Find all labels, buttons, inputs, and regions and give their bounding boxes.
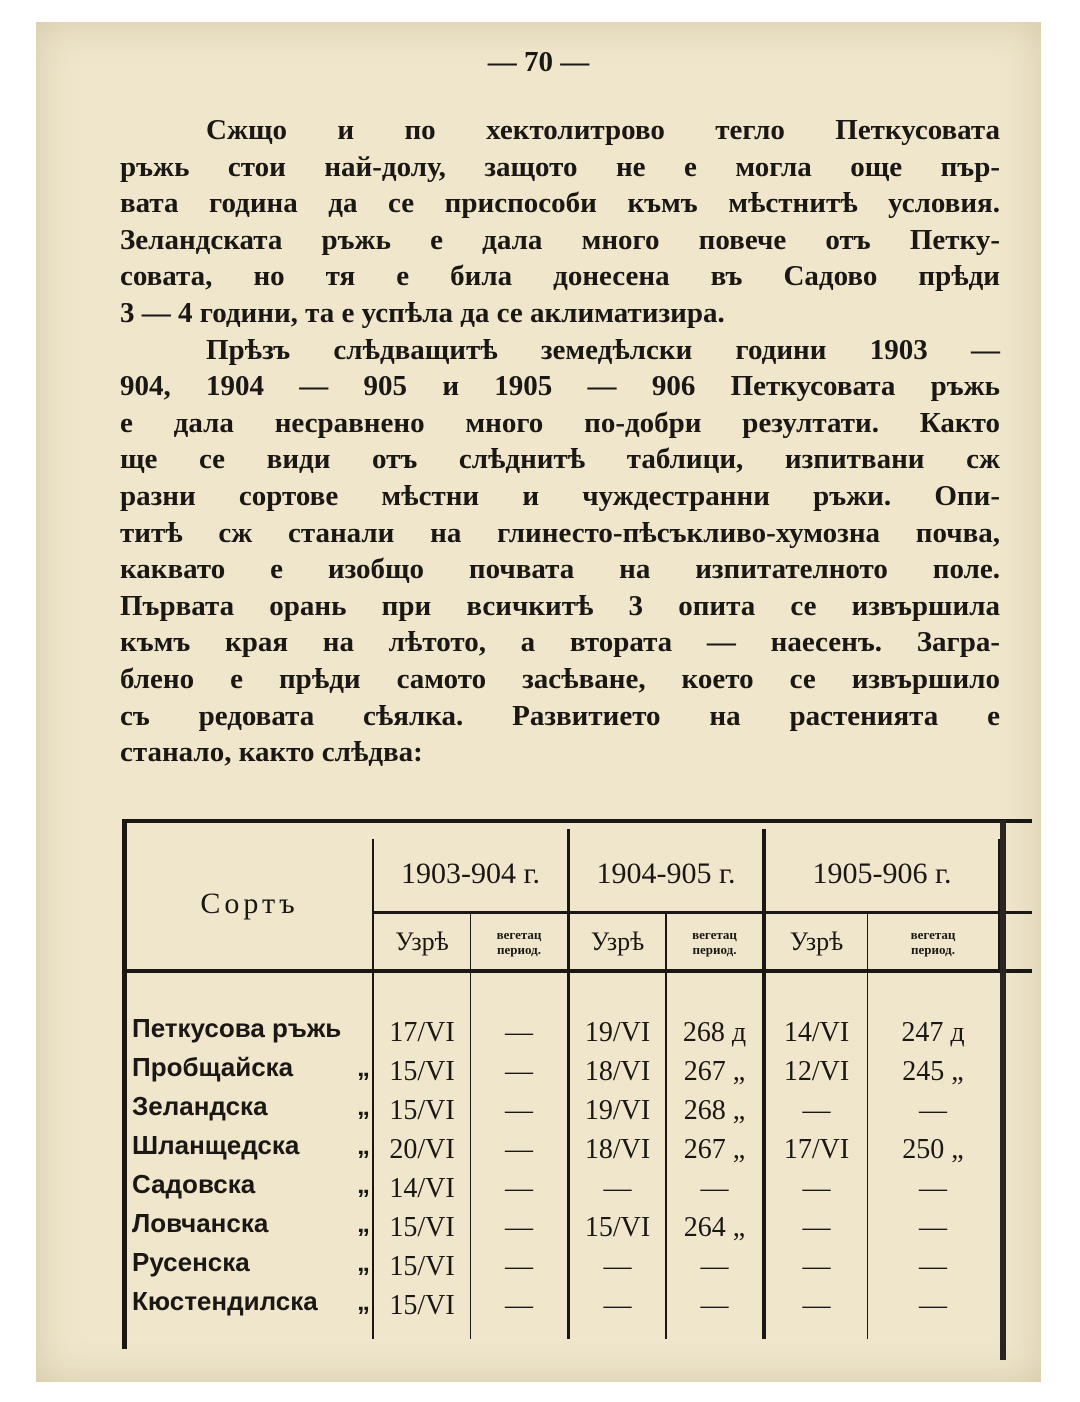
page-edge-shadow: [1000, 820, 1006, 1360]
cell-ripe-3: —: [802, 1250, 831, 1282]
cell-veg-2: 268 „: [683, 1094, 746, 1126]
row-name: Шланщедска „: [132, 1130, 370, 1160]
row-name: Кюстендилска „: [132, 1286, 370, 1316]
text-line: совата, но тя е била донесена въ Садово прѣди: [120, 260, 1000, 293]
text-line: разни сортове мѣстни и чуждестранни ръжи. Опи-: [120, 479, 1000, 512]
book-page: [36, 22, 1041, 1382]
cell-veg-1: —: [505, 1211, 533, 1243]
header-year-3: 1905-906 г.: [812, 857, 952, 890]
cell-ripe-1: 15/VI: [389, 1250, 455, 1282]
cell-veg-3: 250 „: [902, 1133, 964, 1165]
header-veg-line2: период.: [497, 941, 541, 957]
cell-veg-2: 267 „: [683, 1055, 746, 1087]
text-line: Зеландската ръжь е дала много повече отъ Петку-: [120, 223, 1000, 256]
cell-veg-1: —: [505, 1016, 533, 1048]
cell-ripe-1: 14/VI: [389, 1172, 455, 1204]
table-top-rule: [122, 819, 1032, 823]
header-year-2: 1904-905 г.: [596, 857, 736, 890]
cell-ripe-3: 17/VI: [783, 1133, 850, 1165]
text-line: ръжь стои най-долу, защото не е могла още пър-: [120, 150, 1000, 183]
header-veg: [471, 914, 567, 969]
header-ripe: Узрѣ: [395, 926, 449, 956]
text-line: ще се види отъ слѣднитѣ таблици, изпитвани сж: [120, 443, 1000, 476]
cell-veg-3: —: [919, 1289, 947, 1321]
header-ripe: Узрѣ: [590, 926, 645, 956]
header-veg: [868, 914, 998, 969]
cell-veg-3: 245 „: [902, 1055, 964, 1087]
text-line: вата година да се приспособи къмъ мѣстнитѣ условия.: [120, 187, 1000, 220]
header-veg-line2: период.: [692, 941, 737, 957]
cell-ripe-2: —: [603, 1250, 632, 1282]
cell-ripe-1: 15/VI: [389, 1211, 455, 1243]
cell-ripe-2: 18/VI: [584, 1055, 651, 1087]
cell-ripe-3: —: [802, 1094, 831, 1126]
cell-ripe-1: 15/VI: [389, 1289, 455, 1321]
cell-veg-1: —: [505, 1133, 533, 1165]
header-veg-line1: вегетац: [692, 926, 737, 942]
cell-ripe-2: 18/VI: [584, 1133, 651, 1165]
text-line: станало, както слѣдва:: [120, 736, 423, 769]
cell-veg-2: 268 д: [682, 1016, 747, 1048]
text-line: е дала несравнено много по-добри резултати. Както: [120, 406, 1000, 439]
cell-ripe-3: 12/VI: [783, 1055, 850, 1087]
text-line: каквато е изобщо почвата на изпитателното поле.: [120, 553, 1000, 586]
row-name: Ловчанска „: [132, 1208, 370, 1238]
cell-veg-2: —: [700, 1250, 729, 1282]
text-line: титѣ сж станали на глинесто-пѣсъкливо-хумозна почва,: [120, 516, 1000, 549]
text-line: 904, 1904 — 905 и 1905 — 906 Петкусовата ръжь: [120, 370, 1000, 403]
cell-veg-2: 264 „: [683, 1211, 746, 1243]
cell-veg-2: 267 „: [683, 1133, 746, 1165]
cell-veg-1: —: [505, 1094, 533, 1126]
cell-veg-2: —: [700, 1289, 729, 1321]
cell-veg-3: —: [919, 1250, 947, 1282]
header-veg: [667, 914, 762, 969]
text-line: къмъ края на лѣтото, а втората — наесенъ. Загра-: [120, 626, 1000, 659]
cell-veg-1: —: [505, 1172, 533, 1204]
cell-ripe-2: 19/VI: [584, 1016, 651, 1048]
cell-ripe-3: —: [802, 1172, 831, 1204]
cell-veg-3: —: [919, 1211, 947, 1243]
header-veg-line2: период.: [911, 941, 955, 957]
row-name: Зеландска „: [132, 1091, 370, 1121]
cell-ripe-2: —: [603, 1289, 632, 1321]
cell-veg-1: —: [505, 1289, 533, 1321]
body-paragraphs: [120, 112, 1000, 771]
text-line: Сжщо и по хектолитрово тегло Петкусовата: [206, 114, 1000, 146]
cell-ripe-2: —: [603, 1172, 632, 1204]
header-veg-line1: вегетац: [496, 926, 542, 942]
header-bottom-rule: [122, 969, 1032, 973]
cell-ripe-2: 15/VI: [584, 1211, 651, 1243]
text-line: Първата орань при всичкитѣ 3 опита се извършила: [120, 589, 1000, 622]
ripening-table: [122, 819, 1032, 1349]
header-year-1: 1903-904 г.: [401, 857, 540, 890]
header-ripe: Узрѣ: [789, 926, 844, 956]
cell-veg-3: 247 д: [901, 1016, 965, 1048]
cell-ripe-3: —: [802, 1211, 831, 1243]
cell-ripe-1: 17/VI: [389, 1016, 455, 1048]
cell-ripe-3: 14/VI: [783, 1016, 850, 1048]
text-line: 3 — 4 години, та е успѣла да се аклиматизира.: [120, 296, 725, 329]
page-number: — 70 —: [487, 46, 590, 78]
cell-veg-1: —: [505, 1055, 533, 1087]
cell-veg-2: —: [700, 1172, 729, 1204]
row-name: Пробщайска „: [132, 1052, 370, 1082]
cell-ripe-2: 19/VI: [584, 1094, 651, 1126]
cell-ripe-3: —: [802, 1289, 831, 1321]
text-line: съ редовата сѣялка. Развитието на растенията е: [120, 699, 1000, 732]
row-name: Садовска „: [132, 1169, 370, 1199]
cell-veg-3: —: [919, 1094, 947, 1126]
header-sort: Сортъ: [200, 887, 299, 920]
text-line: блено е прѣди самото засѣване, което се извършило: [120, 662, 1000, 695]
cell-ripe-1: 20/VI: [389, 1133, 455, 1165]
row-name: Русенска „: [132, 1247, 370, 1277]
header-veg-line1: вегетац: [910, 926, 956, 942]
text-line: Прѣзъ слѣдващитѣ земедѣлски години 1903 —: [206, 333, 1000, 366]
cell-veg-1: —: [505, 1250, 533, 1282]
cell-veg-3: —: [919, 1172, 947, 1204]
cell-ripe-1: 15/VI: [389, 1094, 455, 1126]
cell-ripe-1: 15/VI: [389, 1055, 455, 1087]
row-name: Петкусова ръжь: [132, 1013, 342, 1043]
